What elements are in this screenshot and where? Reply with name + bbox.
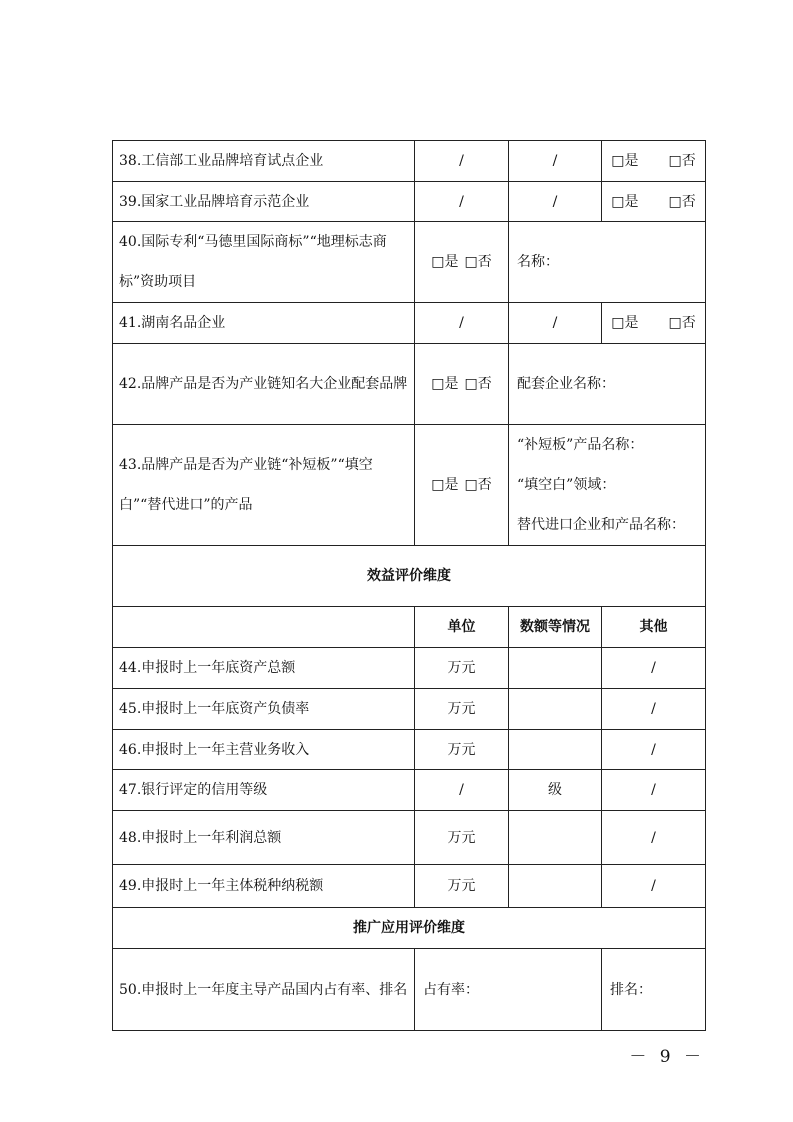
row-other: / [602, 689, 706, 730]
no-checkbox[interactable]: □否 [464, 254, 492, 270]
table-row [113, 770, 706, 811]
section-header-row [113, 546, 706, 607]
yes-checkbox[interactable]: □是 [611, 153, 639, 169]
table-row [113, 865, 706, 908]
page-number: － 9 － [629, 1047, 705, 1067]
row-unit: 万元 [415, 811, 509, 865]
row-other: / [602, 865, 706, 908]
yes-checkbox[interactable]: □是 [611, 315, 639, 331]
table-row [113, 182, 706, 222]
row-label: 38.工信部工业品牌培育试点企业 [113, 141, 415, 182]
row-col2: / [415, 141, 509, 182]
table-row [113, 689, 706, 730]
yes-no-options [602, 182, 706, 222]
row-label: 42.品牌产品是否为产业链知名大企业配套品牌 [113, 344, 415, 425]
yes-checkbox[interactable]: □是 [431, 376, 459, 392]
blank-filling-field[interactable]: “填空白”领域： [517, 477, 616, 493]
yes-checkbox[interactable]: □是 [431, 254, 459, 270]
row-label: 45.申报时上一年底资产负债率 [113, 689, 415, 730]
import-substitution-field[interactable]: 替代进口企业和产品名称： [517, 517, 685, 533]
yes-no-options [602, 141, 706, 182]
table-row [113, 303, 706, 344]
header-blank [113, 607, 415, 648]
table-row [113, 344, 706, 425]
row-other: / [602, 811, 706, 865]
ranking-field[interactable]: 排名： [602, 949, 706, 1031]
table-row [113, 730, 706, 770]
row-label: 44.申报时上一年底资产总额 [113, 648, 415, 689]
header-unit: 单位 [415, 607, 509, 648]
section-header-row [113, 908, 706, 949]
row-label: 47.银行评定的信用等级 [113, 770, 415, 811]
header-other: 其他 [602, 607, 706, 648]
row-unit: 万元 [415, 865, 509, 908]
row-col2: / [415, 303, 509, 344]
row-label: 41.湖南名品企业 [113, 303, 415, 344]
table-row [113, 648, 706, 689]
section-title-promotion: 推广应用评价维度 [113, 908, 706, 949]
yes-checkbox[interactable]: □是 [431, 477, 459, 493]
row-label: 40.国际专利“马德里国际商标”“地理标志商标”资助项目 [113, 222, 415, 303]
header-amount: 数额等情况 [509, 607, 602, 648]
row-amount[interactable] [509, 689, 602, 730]
no-checkbox[interactable]: □否 [668, 193, 696, 210]
no-checkbox[interactable]: □否 [668, 315, 696, 331]
table-row [113, 222, 706, 303]
row-unit: / [415, 770, 509, 811]
row-col3: / [509, 182, 602, 222]
table-row [113, 141, 706, 182]
partner-company-field[interactable]: 配套企业名称： [509, 344, 706, 425]
row-label: 39.国家工业品牌培育示范企业 [113, 182, 415, 222]
row-col3: / [509, 141, 602, 182]
yes-no-options [415, 222, 509, 303]
no-checkbox[interactable]: □否 [464, 477, 492, 493]
row-unit: 万元 [415, 730, 509, 770]
row-other: / [602, 730, 706, 770]
yes-no-options [415, 425, 509, 546]
row-amount[interactable]: 级 [509, 770, 602, 811]
row-label: 46.申报时上一年主营业务收入 [113, 730, 415, 770]
row-amount[interactable] [509, 865, 602, 908]
yes-no-options [415, 344, 509, 425]
row-unit: 万元 [415, 648, 509, 689]
row-label: 48.申报时上一年利润总额 [113, 811, 415, 865]
evaluation-table [112, 140, 706, 1031]
table-row [113, 949, 706, 1031]
row-amount[interactable] [509, 811, 602, 865]
row-other: / [602, 770, 706, 811]
row-col3: / [509, 303, 602, 344]
column-header-row [113, 607, 706, 648]
row-unit: 万元 [415, 689, 509, 730]
yes-checkbox[interactable]: □是 [611, 193, 639, 210]
section-title-benefit: 效益评价维度 [113, 546, 706, 607]
yes-no-options [602, 303, 706, 344]
no-checkbox[interactable]: □否 [464, 376, 492, 392]
table-row [113, 811, 706, 865]
gap-filling-product-field[interactable]: “补短板”产品名称： [517, 437, 644, 453]
row-col2: / [415, 182, 509, 222]
row-label: 50.申报时上一年度主导产品国内占有率、排名 [113, 949, 415, 1031]
row-amount[interactable] [509, 648, 602, 689]
table-row [113, 425, 706, 546]
row-amount[interactable] [509, 730, 602, 770]
no-checkbox[interactable]: □否 [668, 153, 696, 169]
product-detail-fields [509, 425, 706, 546]
name-field[interactable]: 名称： [509, 222, 706, 303]
row-label: 49.申报时上一年主体税种纳税额 [113, 865, 415, 908]
market-share-field[interactable]: 占有率： [415, 949, 602, 1031]
row-other: / [602, 648, 706, 689]
row-label: 43.品牌产品是否为产业链“补短板”“填空白”“替代进口”的产品 [113, 425, 415, 546]
